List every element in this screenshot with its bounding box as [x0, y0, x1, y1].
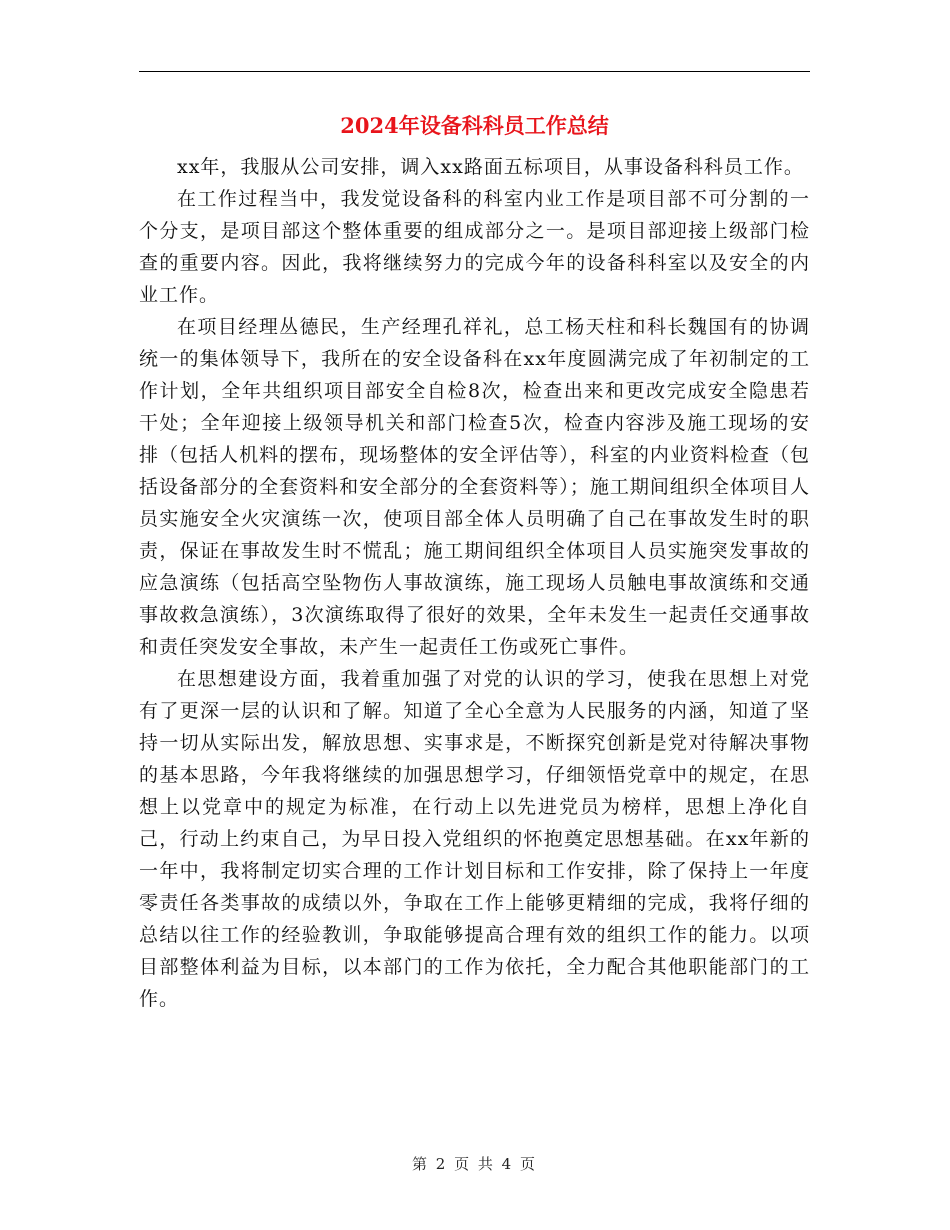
paragraph: 在工作过程当中，我发觉设备科的科室内业工作是项目部不可分割的一个分支，是项目部这个整体重要的组成部分之一。是项目部迎接上级部门检查的重要内容。因此，我将继续努力的完成今年的设备科科室以及安全的内业工作。 [139, 188, 810, 306]
page-number-label: 第 2 页 共 4 页 [412, 1155, 537, 1173]
document-body [139, 151, 810, 1015]
paragraph: 在项目经理丛德民，生产经理孔祥礼，总工杨天柱和科长魏国有的协调统一的集体领导下，我所在的安全设备科在xx年度圆满完成了年初制定的工作计划，全年共组织项目部安全自检8次，检查出来和更改完成安全隐患若干处；全年迎接上级领导机关和部门检查5次，检查内容涉及施工现场的安排（包括人机料的摆布，现场整体的安全评估等），科室的内业资料检查（包括设备部分的全套资料和安全部分的全套资料等）；施工期间组织全体项目人员实施安全火灾演练一次，使项目部全体人员明确了自己在事故发生时的职责，保证在事故发生时不慌乱；施工期间组织全体项目人员实施突发事故的应急演练（包括高空坠物伤人事故演练，施工现场人员触电事故演练和交通事故救急演练），3次演练取得了很好的效果，全年未发生一起责任交通事故和责任突发安全事故，未产生一起责任工伤或死亡事件。 [139, 316, 810, 658]
page-footer [139, 1152, 810, 1176]
header-rule [139, 71, 810, 72]
paragraph: xx年，我服从公司安排，调入xx路面五标项目，从事设备科科员工作。 [177, 156, 804, 178]
paragraph: 在思想建设方面，我着重加强了对党的认识的学习，使我在思想上对党有了更深一层的认识和了解。知道了全心全意为人民服务的内涵，知道了坚持一切从实际出发，解放思想、实事求是，不断探究创新是党对待解决事物的基本思路，今年我将继续的加强思想学习，仔细领悟党章中的规定，在思想上以党章中的规定为标准，在行动上以先进党员为榜样，思想上净化自己，行动上约束自己，为早日投入党组织的怀抱奠定思想基础。在xx年新的一年中，我将制定切实合理的工作计划目标和工作安排，除了保持上一年度零责任各类事故的成绩以外，争取在工作上能够更精细的完成，我将仔细的总结以往工作的经验教训，争取能够提高合理有效的组织工作的能力。以项目部整体利益为目标，以本部门的工作为依托，全力配合其他职能部门的工作。 [139, 668, 810, 1010]
document-title: 2024年设备科科员工作总结 [340, 113, 609, 138]
